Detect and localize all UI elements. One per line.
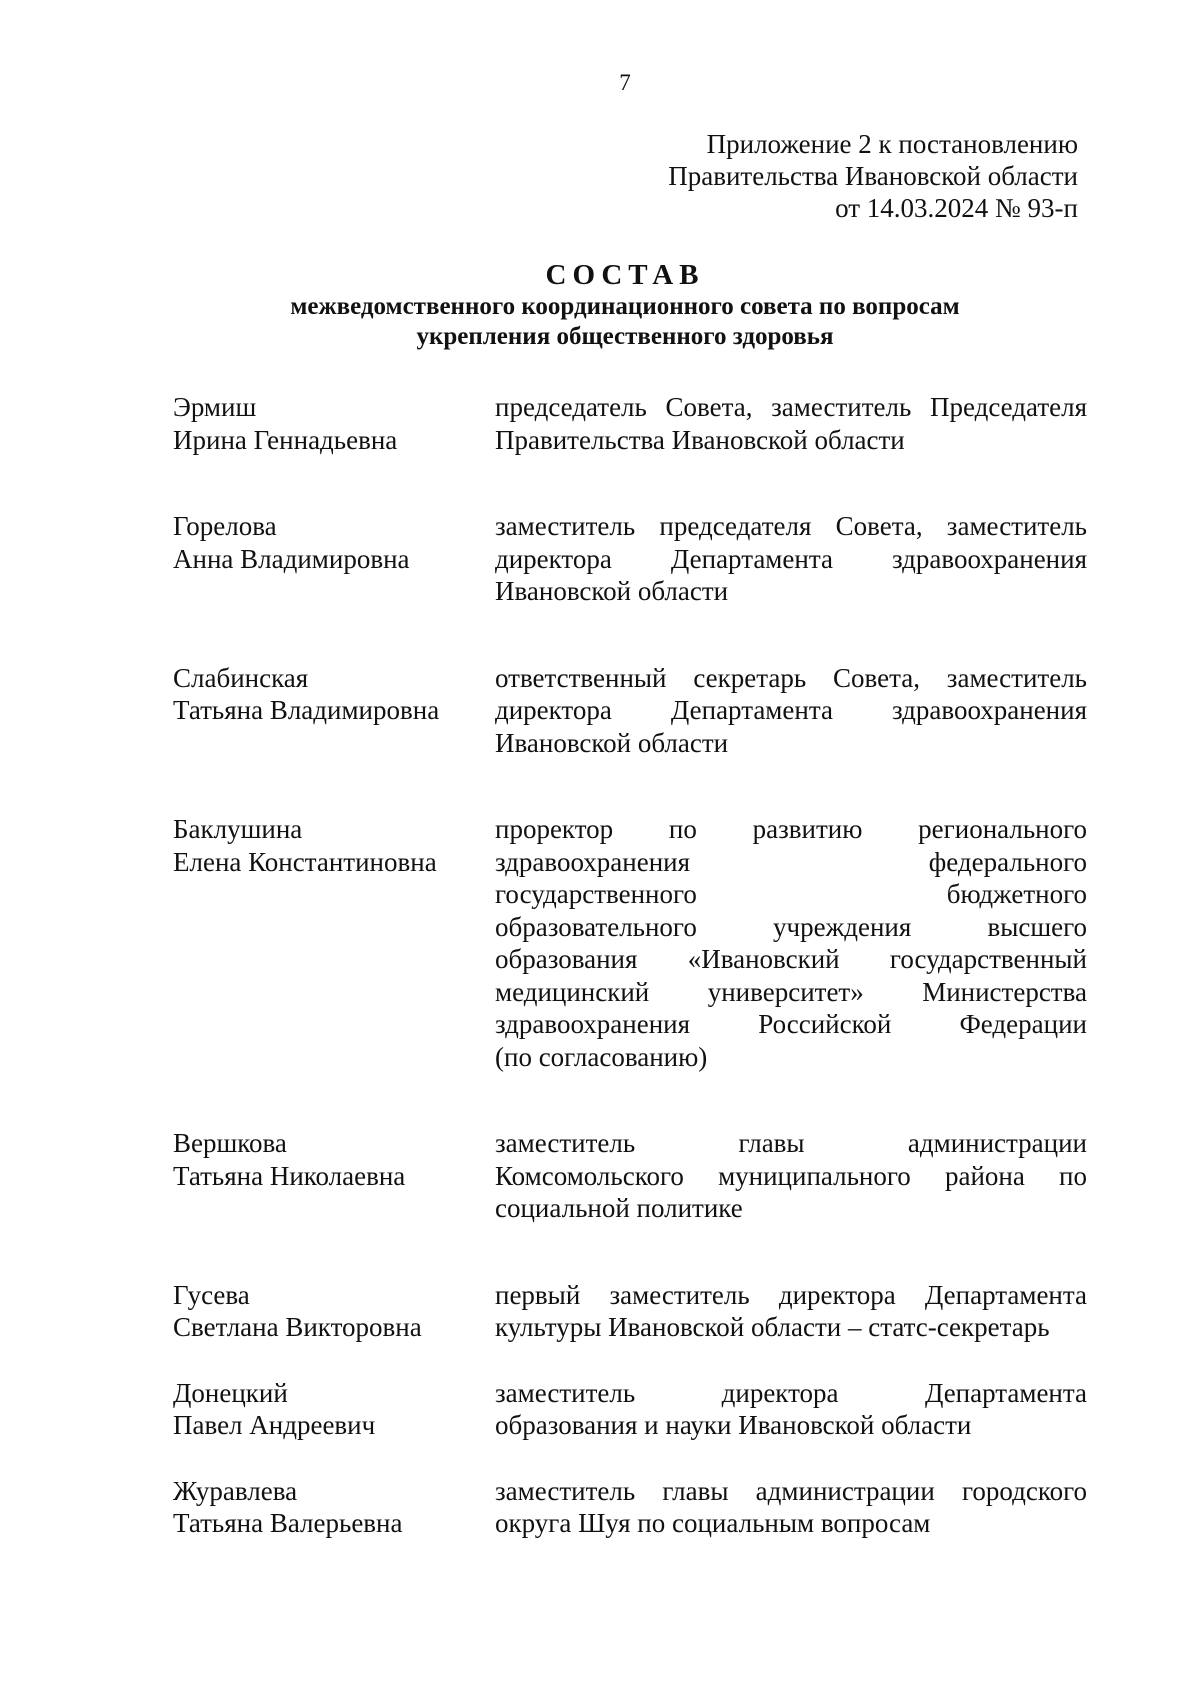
member-given-names: Татьяна Владимировна <box>173 695 440 725</box>
member-surname: Баклушина <box>173 814 303 844</box>
role-line: первый заместитель директора Департамента <box>495 1279 1087 1310</box>
member-role <box>495 1127 1087 1225</box>
council-member <box>173 510 1087 608</box>
role-line: образовательного учреждения высшего <box>495 911 1087 942</box>
member-name <box>173 1377 495 1442</box>
council-member <box>173 391 1087 456</box>
member-name <box>173 1475 495 1540</box>
role-line: округа Шуя по социальным вопросам <box>495 1508 931 1538</box>
member-surname: Слабинская <box>173 662 309 693</box>
role-line: (по согласованию) <box>495 1041 708 1072</box>
member-given-names: Татьяна Валерьевна <box>173 1508 403 1538</box>
member-name <box>173 1279 495 1344</box>
member-surname: Донецкий <box>173 1377 288 1408</box>
role-line: образования «Ивановский государственный <box>495 944 1087 974</box>
member-name <box>173 662 495 760</box>
role-line: ответственный секретарь Совета, заместитель <box>495 662 1087 693</box>
role-line: здравоохранения Российской Федерации <box>495 1009 1087 1039</box>
member-role <box>495 1475 1087 1540</box>
role-line: проректор по развитию регионального <box>495 814 1087 844</box>
member-surname: Вершкова <box>173 1128 287 1158</box>
role-line: медицинский университет» Министерства <box>495 976 1087 1007</box>
role-line: заместитель главы администрации <box>495 1128 1087 1158</box>
member-surname: Журавлева <box>173 1475 298 1506</box>
member-role <box>495 1377 1087 1442</box>
document-heading <box>0 258 1200 352</box>
member-role <box>495 391 1087 456</box>
member-name <box>173 510 495 608</box>
appendix-line: Приложение 2 к постановлению <box>706 129 1078 159</box>
role-line: государственного бюджетного <box>495 879 1087 909</box>
member-name <box>173 1127 495 1225</box>
role-line: заместитель главы администрации городского <box>495 1475 1087 1506</box>
page-number: 7 <box>619 70 631 95</box>
role-line: Ивановской области <box>495 727 729 758</box>
member-surname: Горелова <box>173 511 277 541</box>
member-name <box>173 391 495 456</box>
member-given-names: Павел Андреевич <box>173 1410 376 1440</box>
role-line: заместитель председателя Совета, заместитель <box>495 511 1087 541</box>
appendix-line: Правительства Ивановской области <box>668 161 1078 191</box>
document-subtitle-line: укрепления общественного здоровья <box>416 323 834 350</box>
council-member-list <box>173 391 1087 1540</box>
member-surname: Эрмиш <box>173 392 257 422</box>
role-line: директора Департамента здравоохранения <box>495 695 1087 725</box>
council-member <box>173 813 1087 1073</box>
role-line: заместитель директора Департамента <box>495 1377 1087 1408</box>
appendix-line: от 14.03.2024 № 93-п <box>835 193 1078 223</box>
member-given-names: Татьяна Николаевна <box>173 1160 406 1191</box>
document-subtitle-line: межведомственного координационного совета по вопросам <box>290 293 960 320</box>
council-member <box>173 1377 1087 1442</box>
role-line: Ивановской области <box>495 576 729 606</box>
role-line: социальной политике <box>495 1193 743 1223</box>
member-role <box>495 1279 1087 1344</box>
council-member <box>173 662 1087 760</box>
member-role <box>495 662 1087 760</box>
member-given-names: Елена Константиновна <box>173 846 437 877</box>
member-name <box>173 813 495 1073</box>
member-surname: Гусева <box>173 1279 250 1310</box>
council-member <box>173 1279 1087 1344</box>
role-line: образования и науки Ивановской области <box>495 1410 972 1440</box>
role-line: директора Департамента здравоохранения <box>495 543 1087 574</box>
member-given-names: Светлана Викторовна <box>173 1312 422 1342</box>
member-role <box>495 510 1087 608</box>
member-role <box>495 813 1087 1073</box>
member-given-names: Ирина Геннадьевна <box>173 424 398 455</box>
council-member <box>173 1127 1087 1225</box>
member-given-names: Анна Владимировна <box>173 543 410 574</box>
role-line: культуры Ивановской области – статс-секретарь <box>495 1312 1050 1342</box>
role-line: Правительства Ивановской области <box>495 424 905 455</box>
role-line: здравоохранения федерального <box>495 846 1087 877</box>
appendix-reference <box>668 128 1078 224</box>
council-member <box>173 1475 1087 1540</box>
document-title: СОСТАВ <box>545 259 705 291</box>
role-line: председатель Совета, заместитель Председателя <box>495 392 1087 422</box>
role-line: Комсомольского муниципального района по <box>495 1160 1087 1191</box>
